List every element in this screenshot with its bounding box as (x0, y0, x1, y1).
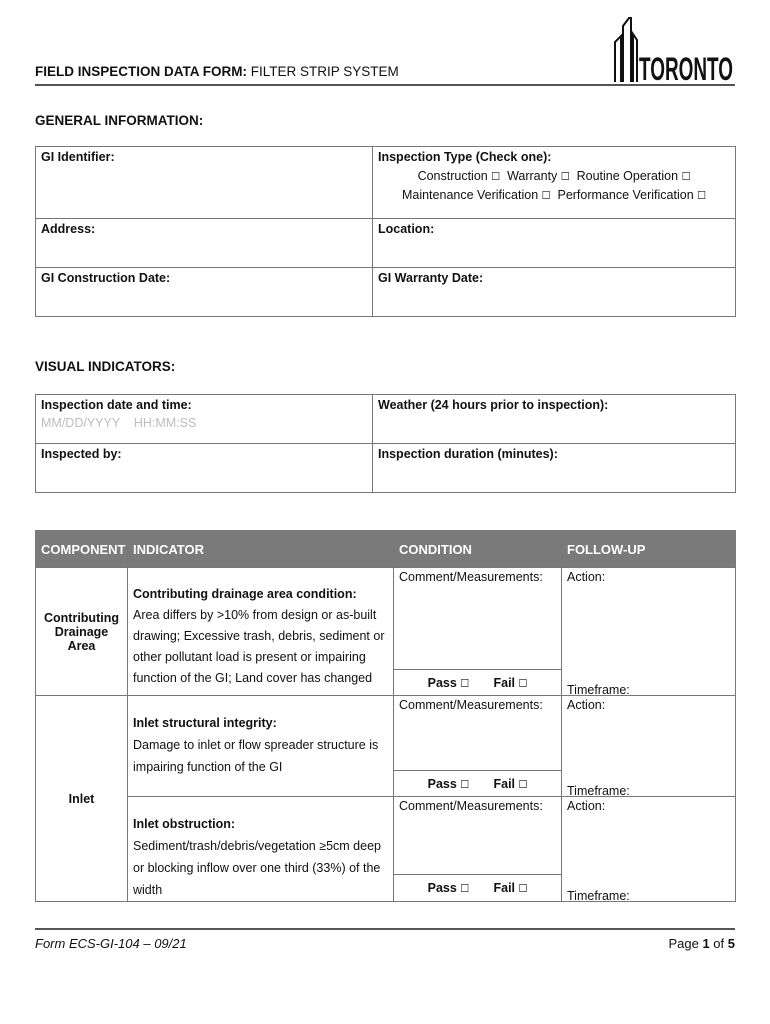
table-header-row (36, 531, 736, 568)
header-component: COMPONENT (36, 531, 128, 568)
action-label: Action: (567, 799, 606, 813)
pass-label: Pass (427, 675, 457, 690)
page-prefix: Page (668, 936, 703, 951)
component-inlet: Inlet (36, 696, 128, 902)
fail-checkbox[interactable]: ☐ (518, 777, 528, 791)
form-id: Form ECS-GI-104 – 09/21 (35, 936, 187, 951)
inspection-type-label: Inspection Type (Check one): (378, 150, 552, 164)
gi-identifier-cell[interactable] (36, 147, 373, 219)
option-warranty-label: Warranty (507, 169, 558, 183)
indicator-cell (128, 568, 394, 696)
performance-verification-checkbox[interactable]: ☐ (697, 189, 707, 202)
action-label: Action: (567, 698, 606, 712)
logo-wordmark: TORONTO (639, 51, 733, 84)
warranty-date-label: GI Warranty Date: (378, 271, 484, 285)
page-header (35, 14, 735, 88)
duration-cell[interactable] (373, 444, 736, 493)
header-condition: CONDITION (394, 531, 562, 568)
indicator-text: Area differs by >10% from design or as-built drawing; Excessive trash, debris, sediment or other pollutant load is present or impairing function of the GI; Land cover has changed (133, 608, 385, 685)
page-footer (35, 928, 735, 960)
option-maintenance-verification-label: Maintenance Verification (401, 188, 539, 202)
toronto-logo (611, 14, 735, 84)
form-title (35, 64, 399, 79)
indicator-cell (128, 696, 394, 797)
header-rule (35, 84, 735, 86)
option-performance-verification[interactable] (557, 188, 706, 202)
header-follow-up: FOLLOW-UP (562, 531, 736, 568)
pass-checkbox[interactable]: ☐ (460, 777, 470, 791)
pass-fail-cell (394, 771, 562, 797)
comment-cell[interactable] (394, 696, 562, 771)
table-row (36, 797, 736, 875)
pass-label: Pass (427, 776, 457, 791)
indicator-title: Contributing drainage area condition: (133, 587, 357, 601)
construction-date-cell[interactable] (36, 268, 373, 317)
pass-fail-cell (394, 874, 562, 901)
comment-cell[interactable] (394, 568, 562, 670)
component-contributing-drainage-area: Contributing Drainage Area (36, 568, 128, 696)
timeframe-label: Timeframe: (567, 784, 630, 798)
general-info-title: GENERAL INFORMATION: (35, 113, 204, 128)
action-label: Action: (567, 570, 606, 584)
datetime-placeholder: MM/DD/YYYY HH:MM:SS (41, 416, 197, 430)
gi-identifier-label: GI Identifier: (41, 150, 115, 164)
option-maintenance-verification[interactable] (402, 188, 551, 202)
comment-label: Comment/Measurements: (399, 799, 543, 813)
warranty-date-cell[interactable] (373, 268, 736, 317)
visual-info-table (35, 394, 736, 493)
inspected-by-cell[interactable] (36, 444, 373, 493)
page-total: 5 (727, 936, 735, 951)
pass-checkbox[interactable]: ☐ (460, 881, 470, 895)
action-cell[interactable] (562, 568, 736, 696)
inspection-options-line2 (378, 188, 730, 202)
indicator-text: Sediment/trash/debris/vegetation ≥5cm deep or blocking inflow over one third (33%) of the width (133, 839, 381, 897)
fail-label: Fail (493, 776, 516, 791)
maintenance-verification-checkbox[interactable]: ☐ (541, 189, 551, 202)
page-current: 1 (702, 936, 710, 951)
construction-date-label: GI Construction Date: (41, 271, 171, 285)
location-label: Location: (378, 222, 435, 236)
table-row (36, 568, 736, 670)
pass-label: Pass (427, 880, 457, 895)
page-of: of (709, 936, 728, 951)
comment-label: Comment/Measurements: (399, 698, 543, 712)
weather-cell[interactable] (373, 395, 736, 444)
inspection-type-cell (373, 147, 736, 219)
location-cell[interactable] (373, 219, 736, 268)
inspection-table (35, 530, 736, 902)
inspection-datetime-label: Inspection date and time: (41, 398, 192, 412)
timeframe-label: Timeframe: (567, 889, 630, 903)
option-performance-verification-label: Performance Verification (557, 188, 694, 202)
inspected-by-label: Inspected by: (41, 447, 122, 461)
comment-cell[interactable] (394, 797, 562, 875)
indicator-cell (128, 797, 394, 902)
fail-label: Fail (493, 880, 516, 895)
option-routine-operation-label: Routine Operation (576, 169, 679, 183)
fail-label: Fail (493, 675, 516, 690)
form-title-bold: FIELD INSPECTION DATA FORM: (35, 64, 247, 79)
option-routine-operation[interactable] (577, 169, 691, 183)
indicator-title: Inlet structural integrity: (133, 716, 277, 730)
header-indicator: INDICATOR (128, 531, 394, 568)
visual-indicators-title: VISUAL INDICATORS: (35, 359, 176, 374)
option-warranty[interactable] (507, 169, 570, 183)
comment-label: Comment/Measurements: (399, 570, 543, 584)
action-cell[interactable] (562, 696, 736, 797)
address-cell[interactable] (36, 219, 373, 268)
option-construction[interactable] (418, 169, 501, 183)
inspection-options-line1 (378, 169, 730, 183)
warranty-checkbox[interactable]: ☐ (560, 170, 570, 183)
fail-checkbox[interactable]: ☐ (518, 881, 528, 895)
timeframe-label: Timeframe: (567, 683, 630, 697)
indicator-title: Inlet obstruction: (133, 817, 236, 831)
option-construction-label: Construction (417, 169, 488, 183)
weather-label: Weather (24 hours prior to inspection): (378, 398, 609, 412)
duration-label: Inspection duration (minutes): (378, 447, 558, 461)
table-row (36, 696, 736, 771)
form-title-rest: FILTER STRIP SYSTEM (247, 64, 399, 79)
page-number (668, 936, 735, 951)
action-cell[interactable] (562, 797, 736, 902)
indicator-text: Damage to inlet or flow spreader structure is impairing function of the GI (133, 738, 379, 774)
general-info-table (35, 146, 736, 317)
pass-checkbox[interactable]: ☐ (460, 676, 470, 690)
routine-operation-checkbox[interactable]: ☐ (681, 170, 691, 183)
pass-fail-cell (394, 670, 562, 696)
construction-checkbox[interactable]: ☐ (491, 170, 501, 183)
address-label: Address: (41, 222, 96, 236)
fail-checkbox[interactable]: ☐ (518, 676, 528, 690)
inspection-datetime-cell[interactable] (36, 395, 373, 444)
